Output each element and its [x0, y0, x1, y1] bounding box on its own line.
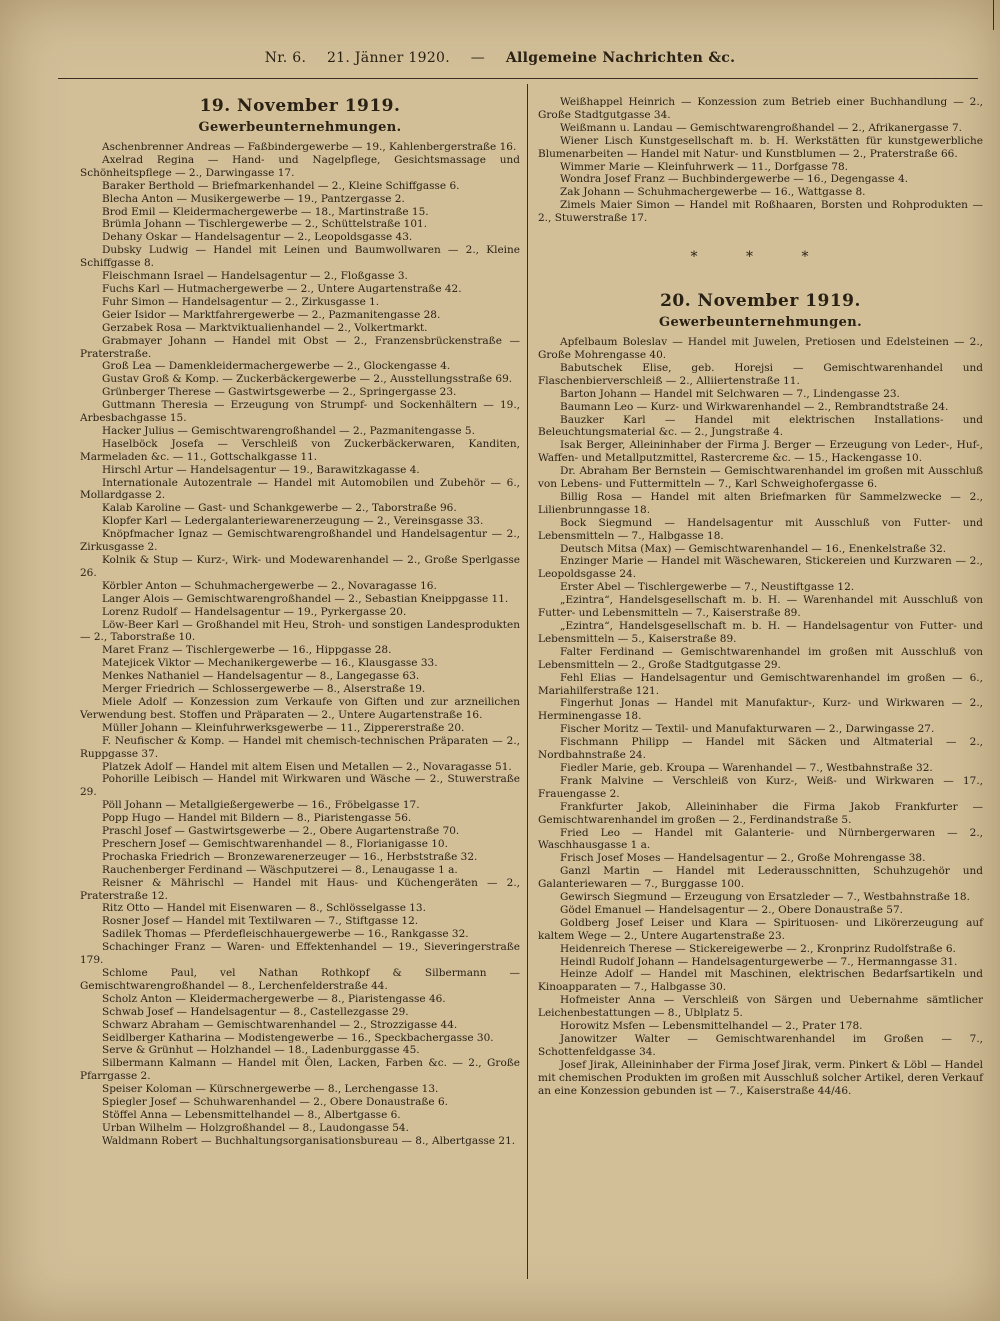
page-header	[0, 50, 1000, 74]
registry-entry: Silbermann Kalmann — Handel mit Ölen, Lacken, Farben &c. — 2., Große Pfarrgasse 2.	[80, 1057, 520, 1083]
registry-entry: Scholz Anton — Kleidermachergewerbe — 8., Piaristengasse 46.	[102, 992, 446, 1005]
registry-entry: Grünberger Therese — Gastwirtsgewerbe — 2., Springergasse 23.	[102, 386, 457, 399]
registry-entry: Hofmeister Anna — Verschleiß von Särgen und Uebernahme sämtlicher Leichenbestattungen — 8., Ublplatz 5.	[538, 994, 983, 1020]
registry-entry: Erster Abel — Tischlergewerbe — 7., Neustiftgasse 12.	[560, 581, 855, 594]
registry-entry: Waldmann Robert — Buchhaltungsorganisationsbureau — 8., Albertgasse 21.	[102, 1134, 516, 1147]
registry-entry: Falter Ferdinand — Gemischtwarenhandel im großen mit Ausschluß von Lebensmitteln — 2., Große Stadtgutgasse 29.	[538, 645, 983, 671]
registry-entry: „Ezintra“, Handelsgesellschaft m. b. H. — Warenhandel mit Ausschluß von Futter- und Lebensmitteln — 7., Kaiserstraße 89.	[538, 594, 983, 620]
registry-entry: Urban Wilhelm — Holzgroßhandel — 8., Laudongasse 54.	[102, 1121, 409, 1134]
registry-entry: Hirschl Artur — Handelsagentur — 19., Barawitzkagasse 4.	[102, 463, 420, 476]
registry-entry: Barton Johann — Handel mit Selchwaren — 7., Lindengasse 23.	[560, 387, 900, 400]
header-rule	[58, 78, 978, 79]
registry-entry: Blecha Anton — Musikergewerbe — 19., Pantzergasse 2.	[102, 192, 405, 205]
registry-entry: Janowitzer Walter — Gemischtwarenhandel im Großen — 7., Schottenfeldgasse 34.	[538, 1033, 983, 1058]
registry-entry: F. Neufischer & Komp. — Handel mit chemisch-technischen Präparaten — 2., Ruppgasse 37.	[80, 734, 520, 760]
registry-entry: Gerzabek Rosa — Marktviktualienhandel — 2., Volkertmarkt.	[102, 321, 428, 334]
entry-list-continued	[538, 96, 983, 225]
registry-entry: Schwarz Abraham — Gemischtwarenhandel — 2., Strozzigasse 44.	[102, 1018, 458, 1031]
registry-entry: Praschl Josef — Gastwirtsgewerbe — 2., Obere Augartenstraße 70.	[102, 825, 460, 838]
registry-entry: Ritz Otto — Handel mit Eisenwaren — 8., Schlösselgasse 13.	[102, 902, 426, 915]
registry-entry: Frankfurter Jakob, Alleininhaber die Firma Jakob Frankfurter — Gemischtwarenhandel im großen — 2., Ferdinandstraße 5.	[538, 800, 983, 826]
registry-entry: Dehany Oskar — Handelsagentur — 2., Leopoldsgasse 43.	[102, 231, 413, 244]
registry-entry: Dubsky Ludwig — Handel mit Leinen und Baumwollwaren — 2., Kleine Schiffgasse 8.	[80, 244, 520, 270]
registry-entry: Maret Franz — Tischlergewerbe — 16., Hippgasse 28.	[102, 644, 392, 657]
registry-entry: Gewirsch Siegmund — Erzeugung von Ersatzleder — 7., Westbahnstraße 18.	[560, 891, 970, 904]
registry-entry: Fried Leo — Handel mit Galanterie- und Nürnbergerwaren — 2., Waschhausgasse 1 a.	[538, 826, 983, 852]
registry-entry: Speiser Koloman — Kürschnergewerbe — 8., Lerchengasse 13.	[102, 1083, 439, 1096]
registry-entry: Popp Hugo — Handel mit Bildern — 8., Piaristengasse 56.	[102, 812, 412, 825]
registry-entry: Fischer Moritz — Textil- und Manufakturwaren — 2., Darwingasse 27.	[560, 723, 935, 736]
right-column	[538, 96, 983, 1098]
registry-entry: Fingerhut Jonas — Handel mit Manufaktur-, Kurz- und Wirkwaren — 2., Herminengasse 18.	[538, 697, 983, 723]
registry-entry: Haselböck Josefa — Verschleiß von Zuckerbäckerwaren, Kanditen, Marmeladen &c. — 11., Gottschalkgasse 11.	[80, 437, 520, 463]
registry-entry: Gödel Emanuel — Handelsagentur — 2., Obere Donaustraße 57.	[560, 903, 903, 916]
registry-entry: Geier Isidor — Marktfahrergewerbe — 2., Pazmanitengasse 28.	[102, 308, 441, 321]
section-date: 20. November 1919.	[660, 291, 861, 312]
registry-entry: Bauzker Karl — Handel mit elektrischen Installations- und Beleuchtungsmaterial &c. — 2., Jungstraße 4.	[538, 413, 983, 439]
registry-entry: Fiedler Marie, geb. Kroupa — Warenhandel — 7., Westbahnstraße 32.	[560, 761, 933, 774]
registry-entry: Axelrad Regina — Hand- und Nagelpflege, Gesichtsmassage und Schönheitspflege — 2., Darwingasse 17.	[80, 153, 520, 179]
registry-entry: Schwab Josef — Handelsagentur — 8., Castellezgasse 29.	[102, 1005, 409, 1018]
registry-entry: Kalab Karoline — Gast- und Schankgewerbe — 2., Taborstraße 96.	[102, 502, 457, 515]
entry-list	[538, 336, 983, 1097]
registry-entry: Klopfer Karl — Ledergalanteriewarenerzeugung — 2., Vereinsgasse 33.	[102, 515, 484, 528]
registry-entry: Preschern Josef — Gemischtwarenhandel — 8., Florianigasse 10.	[102, 837, 448, 850]
registry-entry: Heindl Rudolf Johann — Handelsagenturgewerbe — 7., Hermanngasse 31.	[560, 955, 958, 968]
registry-entry: Grabmayer Johann — Handel mit Obst — 2., Franzensbrückenstraße — Praterstraße.	[80, 334, 520, 360]
registry-entry: Brod Emil — Kleidermachergewerbe — 18., Martinstraße 15.	[102, 205, 429, 218]
issue-number: Nr. 6.	[264, 50, 307, 66]
registry-entry: Wimmer Marie — Kleinfuhrwerk — 11., Dorfgasse 78.	[560, 160, 848, 173]
left-column	[80, 96, 520, 1148]
registry-entry: Bock Siegmund — Handelsagentur mit Ausschluß von Futter- und Lebensmitteln — 7., Halbgasse 18.	[538, 516, 983, 542]
registry-entry: Miele Adolf — Konzession zum Verkaufe von Giften und zur arzneilichen Verwendung best. Stoffen und Präparaten — 2., Untere Augartenstraße 16.	[80, 695, 520, 721]
registry-entry: Knöpfmacher Ignaz — Gemischtwarengroßhandel und Handelsagentur — 2., Zirkusgasse 2.	[80, 528, 520, 554]
registry-entry: Brümla Johann — Tischlergewerbe — 2., Schüttelstraße 101.	[102, 218, 428, 231]
registry-entry: Stöffel Anna — Lebensmittelhandel — 8., Albertgasse 6.	[102, 1108, 401, 1121]
registry-entry: Enzinger Marie — Handel mit Wäschewaren, Stickereien und Kurzwaren — 2., Leopoldsgasse 24.	[538, 555, 983, 581]
registry-entry: Frisch Josef Moses — Handelsagentur — 2., Große Mohrengasse 38.	[560, 852, 926, 865]
registry-entry: Fuhr Simon — Handelsagentur — 2., Zirkusgasse 1.	[102, 295, 380, 308]
registry-entry: Groß Lea — Damenkleidermachergewerbe — 2., Glockengasse 4.	[102, 360, 451, 373]
registry-entry: Prochaska Friedrich — Bronzewarenerzeuger — 16., Herbststraße 32.	[102, 850, 478, 863]
registry-entry: Wiener Lisch Kunstgesellschaft m. b. H. Werkstätten für kunstgewerbliche Blumenarbeiten — Handel mit Natur- und Kunstblumen — 2., Praterstraße 66.	[538, 134, 983, 160]
registry-entry: Baumann Leo — Kurz- und Wirkwarenhandel — 2., Rembrandtstraße 24.	[560, 400, 949, 413]
registry-entry: Sadilek Thomas — Pferdefleischhauergewerbe — 16., Rankgasse 32.	[102, 928, 469, 941]
registry-entry: Aschenbrenner Andreas — Faßbindergewerbe — 19., Kahlenbergerstraße 16.	[102, 141, 517, 153]
registry-entry: Matejicek Viktor — Mechanikergewerbe — 16., Klausgasse 33.	[102, 657, 438, 670]
registry-entry: Körbler Anton — Schuhmachergewerbe — 2., Novaragasse 16.	[102, 579, 437, 592]
registry-entry: Gustav Groß & Komp. — Zuckerbäckergewerbe — 2., Ausstellungsstraße 69.	[102, 373, 513, 386]
registry-entry: Löw-Beer Karl — Großhandel mit Heu, Stroh- und sonstigen Landesprodukten — 2., Taborstraße 10.	[80, 618, 520, 644]
header-dash: —	[470, 50, 486, 66]
registry-entry: Weißhappel Heinrich — Konzession zum Betrieb einer Buchhandlung — 2., Große Stadtgutgasse 34.	[538, 96, 983, 121]
registry-entry: Heidenreich Therese — Stickereigewerbe — 2., Kronprinz Rudolfstraße 6.	[560, 942, 956, 955]
registry-entry: Serve & Grünhut — Holzhandel — 18., Ladenburggasse 45.	[102, 1044, 420, 1057]
registry-entry: Spiegler Josef — Schuhwarenhandel — 2., Obere Donaustraße 6.	[102, 1096, 448, 1109]
registry-entry: Schlome Paul, vel Nathan Rothkopf & Silbermann — Gemischtwarengroßhandel — 8., Lerchenfelderstraße 44.	[80, 967, 520, 992]
registry-entry: Goldberg Josef Leiser und Klara — Spirituosen- und Likörerzeugung auf kaltem Wege — 2., Untere Augartenstraße 23.	[538, 916, 983, 942]
registry-entry: Menkes Nathaniel — Handelsagentur — 8., Langegasse 63.	[102, 670, 420, 683]
registry-entry: Rauchenberger Ferdinand — Wäschputzerei — 8., Lenaugasse 1 a.	[102, 863, 458, 876]
registry-entry: Merger Friedrich — Schlossergewerbe — 8., Alserstraße 19.	[102, 683, 426, 696]
registry-entry: Deutsch Mitsa (Max) — Gemischtwarenhandel — 16., Enenkelstraße 32.	[560, 542, 947, 555]
section-subtitle: Gewerbeunternehmungen.	[658, 315, 863, 331]
registry-entry: Apfelbaum Boleslav — Handel mit Juwelen, Pretiosen und Edelsteinen — 2., Große Mohrengasse 40.	[538, 336, 983, 361]
registry-entry: Horowitz Msfen — Lebensmittelhandel — 2., Prater 178.	[560, 1020, 863, 1033]
registry-entry: Fischmann Philipp — Handel mit Säcken und Altmaterial — 2., Nordbahnstraße 24.	[538, 736, 983, 762]
issue-date: 21. Jänner 1920.	[326, 50, 450, 66]
registry-entry: Müller Johann — Kleinfuhrwerksgewerbe — 11., Zippererstraße 20.	[102, 721, 465, 734]
registry-entry: Baraker Berthold — Briefmarkenhandel — 2., Kleine Schiffgasse 6.	[102, 179, 460, 192]
registry-entry: Lorenz Rudolf — Handelsagentur — 19., Pyrkergasse 20.	[102, 605, 407, 618]
registry-entry: Langer Alois — Gemischtwarengroßhandel — 2., Sebastian Kneippgasse 11.	[102, 592, 509, 605]
registry-entry: Billig Rosa — Handel mit alten Briefmarken für Sammelzwecke — 2., Lilienbrunngasse 18.	[538, 490, 983, 516]
column-rule	[527, 84, 528, 1279]
registry-entry: Pöll Johann — Metallgießergewerbe — 16., Fröbelgasse 17.	[102, 799, 420, 812]
registry-entry: Internationale Autozentrale — Handel mit Automobilen und Zubehör — 6., Mollardgasse 2.	[80, 476, 520, 502]
registry-entry: Zimels Maier Simon — Handel mit Roßhaaren, Borsten und Rohprodukten — 2., Stuwerstraße 17.	[538, 199, 983, 225]
header-title: Allgemeine Nachrichten &c.	[505, 50, 736, 66]
registry-entry: Babutschek Elise, geb. Horejsi — Gemischtwarenhandel und Flaschenbierverschleiß — 2., Alliiertenstraße 11.	[538, 361, 983, 387]
registry-entry: Weißmann u. Landau — Gemischtwarengroßhandel — 2., Afrikanergasse 7.	[560, 121, 962, 134]
registry-entry: Pohorille Leibisch — Handel mit Wirkwaren und Wäsche — 2., Stuwerstraße 29.	[80, 773, 520, 799]
registry-entry: Hacker Julius — Gemischtwarengroßhandel — 2., Pazmanitengasse 5.	[102, 424, 475, 437]
registry-entry: Josef Jirak, Alleininhaber der Firma Josef Jirak, verm. Pinkert & Löbl — Handel mit chemischen Produkten im großen mit Ausschluß solcher Artikel, deren Verkauf an eine Konzession gebunden ist — 7., Kaiserstraße 44/46.	[538, 1058, 983, 1097]
registry-entry: Heinze Adolf — Handel mit Maschinen, elektrischen Bedarfsartikeln und Kinoapparaten — 7., Halbgasse 30.	[538, 968, 983, 994]
registry-entry: Reisner & Mährischl — Handel mit Haus- und Küchengeräten — 2., Praterstraße 12.	[80, 876, 520, 902]
registry-entry: Fuchs Karl — Hutmachergewerbe — 2., Untere Augartenstraße 42.	[102, 282, 462, 295]
registry-entry: Isak Berger, Alleininhaber der Firma J. Berger — Erzeugung von Leder-, Huf-, Waffen- und Metallputzmittel, Rastercreme &c. — 15., Hackengasse 10.	[538, 439, 983, 465]
registry-entry: Dr. Abraham Ber Bernstein — Gemischtwarenhandel im großen mit Ausschluß von Lebens- und Futtermitteln — 7., Karl Schweighofergasse 6.	[538, 465, 983, 491]
registry-entry: „Ezintra“, Handelsgesellschaft m. b. H. — Handelsagentur von Futter- und Lebensmitteln — 5., Kaiserstraße 89.	[538, 620, 983, 645]
margin-mark	[993, 0, 994, 30]
entry-list	[80, 141, 520, 1148]
registry-entry: Zak Johann — Schuhmachergewerbe — 16., Wattgasse 8.	[560, 186, 866, 199]
section-divider: * * *	[690, 249, 831, 266]
registry-entry: Fehl Elias — Handelsagentur und Gemischtwarenhandel im großen — 6., Mariahilferstraße 121.	[538, 671, 983, 697]
registry-entry: Rosner Josef — Handel mit Textilwaren — 7., Stiftgasse 12.	[102, 915, 419, 928]
registry-entry: Kolnik & Stup — Kurz-, Wirk- und Modewarenhandel — 2., Große Sperlgasse 26.	[80, 554, 520, 579]
section-subtitle: Gewerbeunternehmungen.	[198, 120, 402, 135]
registry-entry: Frank Malvine — Verschleiß von Kurz-, Weiß- und Wirkwaren — 17., Frauengasse 2.	[538, 774, 983, 800]
registry-entry: Fleischmann Israel — Handelsagentur — 2., Floßgasse 3.	[102, 270, 408, 283]
registry-entry: Ganzl Martin — Handel mit Lederausschnitten, Schuhzugehör und Galanteriewaren — 7., Burggasse 100.	[538, 865, 983, 891]
registry-entry: Wondra Josef Franz — Buchbindergewerbe — 16., Degengasse 4.	[560, 173, 909, 186]
registry-entry: Seidlberger Katharina — Modistengewerbe — 16., Speckbachergasse 30.	[102, 1031, 494, 1044]
registry-entry: Guttmann Theresia — Erzeugung von Strumpf- und Sockenhältern — 19., Arbesbachgasse 15.	[80, 399, 520, 425]
section-date: 19. November 1919.	[199, 96, 401, 116]
registry-entry: Platzek Adolf — Handel mit altem Eisen und Metallen — 2., Novaragasse 51.	[102, 760, 512, 773]
registry-entry: Schachinger Franz — Waren- und Effektenhandel — 19., Sieveringerstraße 179.	[80, 941, 520, 967]
